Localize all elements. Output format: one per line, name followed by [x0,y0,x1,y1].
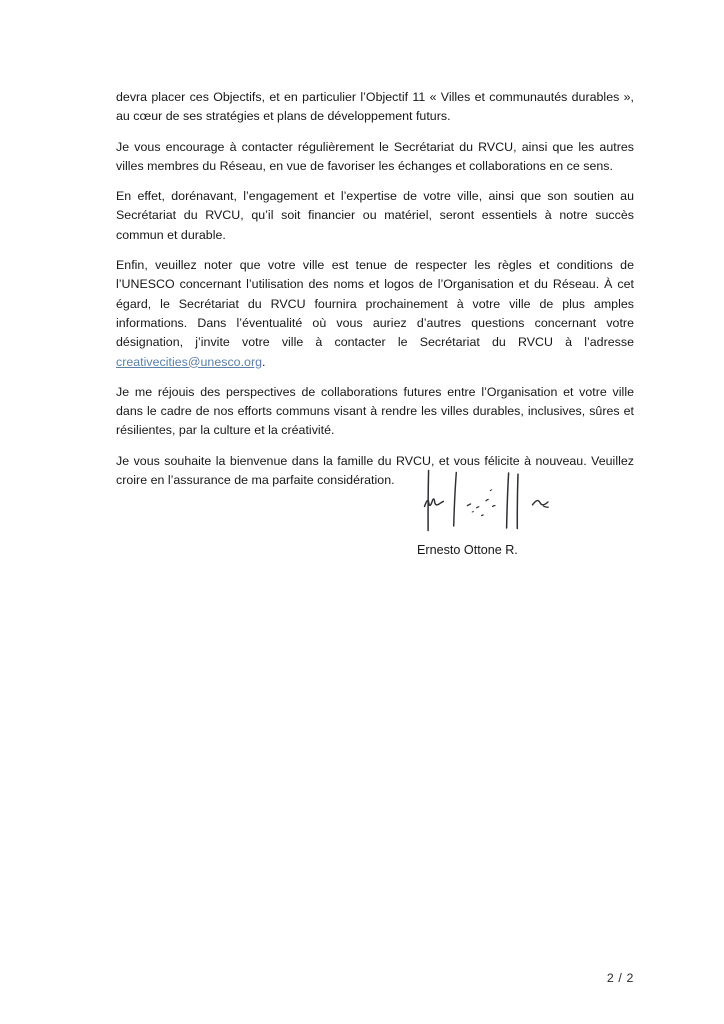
paragraph-text-before-link: Enfin, veuillez noter que votre ville est tenue de respecter les règles et conditions de l’UNESCO concernant l’utilisation des noms et logos de l’Organisation et du Réseau. À cet égard, le Secrétariat du RVCU fournira prochainement à votre ville de plus amples informations. Dans l’éventualité où vous auriez d’autres questions concernant votre désignation, j’invite votre ville à contacter le Secrétariat du RVCU à l’adresse [116,258,634,350]
paragraph-2: Je vous encourage à contacter régulièrement le Secrétariat du RVCU, ainsi que les autres villes membres du Réseau, en vue de favoriser les échanges et collaborations en ce sens. [116,139,634,173]
page-number: 2 / 2 [606,971,634,985]
paragraph-1: devra placer ces Objectifs, et en particulier l’Objectif 11 « Villes et communautés durables », au cœur de ses stratégies et plans de développement futurs. [116,90,634,124]
signer-name: Ernesto Ottone R. [417,543,518,557]
signature-block [400,462,600,557]
paragraph-6: Je vous souhaite la bienvenue dans la famille du RVCU, et vous félicite à nouveau. Veuillez croire en l’assurance de ma parfaite considération. [116,453,634,488]
document-body [116,88,634,490]
paragraph-text-after-link: . [262,354,266,369]
paragraph-with-email-link [116,256,634,372]
paragraph-3: En effet, dorénavant, l’engagement et l’expertise de votre ville, ainsi que son soutien au Secrétariat du RVCU, qu’il soit financier ou matériel, seront essentiels à notre succès commun et durable. [116,189,634,242]
handwritten-signature-icon [412,462,562,536]
creativecities-email-link[interactable]: creativecities@unesco.org [116,354,262,369]
paragraph-5: Je me réjouis des perspectives de collaborations futures entre l’Organisation et votre ville dans le cadre de nos efforts communs visant à rendre les villes durables, inclusives, sûres et résilientes, par la culture et la créativité. [116,384,634,438]
